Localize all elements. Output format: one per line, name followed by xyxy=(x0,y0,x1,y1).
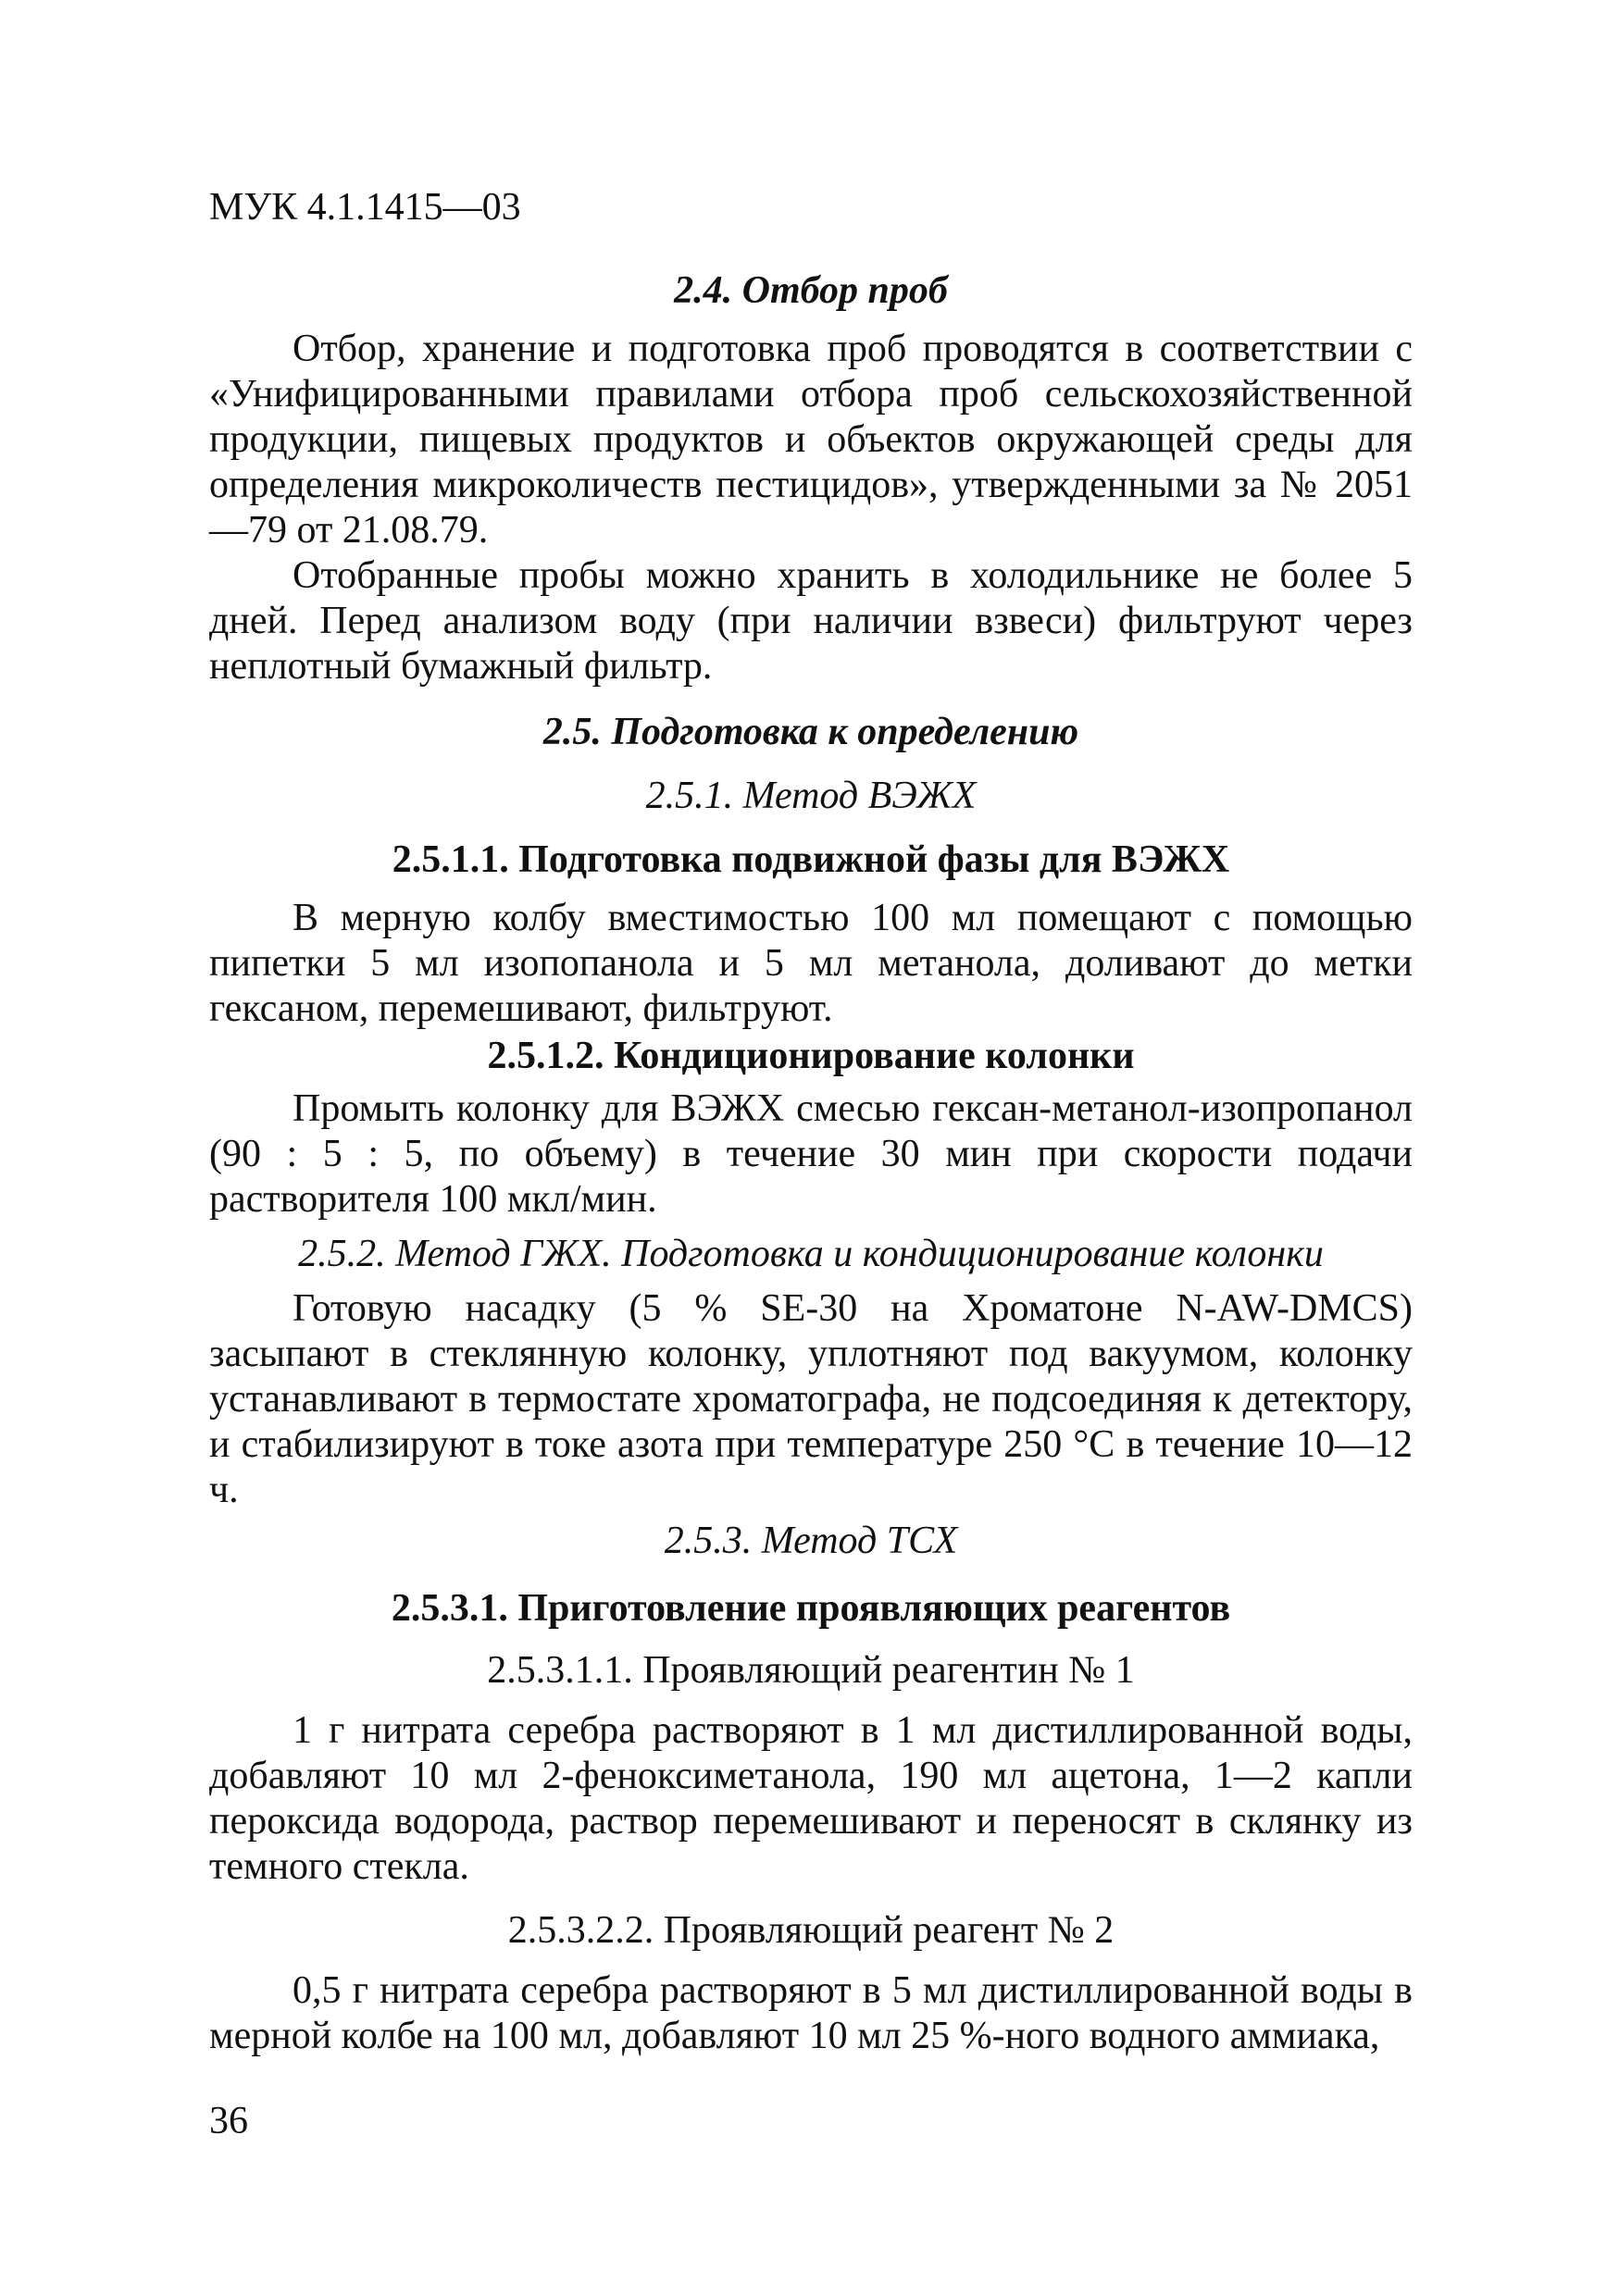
section-heading-2-5: 2.5. Подготовка к определению xyxy=(542,711,1079,753)
heading-2-5-1-1: 2.5.1.1. Подготовка подвижной фазы для ВЭЖХ xyxy=(392,838,1230,881)
page-number: 36 xyxy=(209,2100,248,2142)
paragraph-gc-column: Готовую насадку (5 % SE-30 на Хроматоне N-AW-DMCS) засыпают в стеклянную колонку, уплотняют под вакуумом, колонку устанавливают в термостате хроматографа, не подсоединяя к детектору, и стабилизируют в токе азота при температуре 250 °С в течение 10—12 ч. xyxy=(209,1287,1413,1511)
subsection-heading-2-5-2: 2.5.2. Метод ГЖХ. Подготовка и кондиционирование колонки xyxy=(298,1233,1324,1275)
paragraph-reagent-1: 1 г нитрата серебра растворяют в 1 мл дистиллированной воды, добавляют 10 мл 2-феноксиметанола, 190 мл ацетона, 1—2 капли пероксида водорода, раствор перемешивают и переносят в склянку из темного стекла. xyxy=(209,1709,1413,1888)
heading-2-5-1-2: 2.5.1.2. Кондиционирование колонки xyxy=(487,1035,1135,1077)
paragraph-reagent-2: 0,5 г нитрата серебра растворяют в 5 мл дистиллированной воды в мерной колбе на 100 мл, добавляют 10 мл 25 %-ного водного аммиака, xyxy=(209,1969,1413,2057)
paragraph-mobile-phase: В мерную колбу вместимостью 100 мл помещают с помощью пипетки 5 мл изопопанола и 5 мл метанола, доливают до метки гексаном, перемешивают, фильтруют. xyxy=(209,897,1413,1030)
paragraph-sample-storage: Отобранные пробы можно хранить в холодильнике не более 5 дней. Перед анализом воду (при наличии взвеси) фильтруют через неплотный бумажный фильтр. xyxy=(209,554,1413,688)
subsection-heading-2-5-1: 2.5.1. Метод ВЭЖХ xyxy=(645,775,977,817)
heading-reagent-1: 2.5.3.1.1. Проявляющий реагентин № 1 xyxy=(487,1649,1135,1692)
running-header: МУК 4.1.1415—03 xyxy=(209,186,521,229)
subsection-heading-2-5-3: 2.5.3. Метод ТСХ xyxy=(664,1520,958,1562)
paragraph-sampling-rules: Отбор, хранение и подготовка проб проводятся в соответствии с «Унифицированными правилами отбора проб сельскохозяйственной продукции, пищевых продуктов и объектов окружающей среды для определения микроколичеств пестицидов», утвержденными за № 2051—79 от 21.08.79. xyxy=(209,328,1413,552)
paragraph-column-conditioning: Промыть колонку для ВЭЖХ смесью гексан-метанол-изопропанол (90 : 5 : 5, по объему) в течение 30 мин при скорости подачи растворителя 100 мкл/мин. xyxy=(209,1087,1413,1221)
heading-2-5-3-1: 2.5.3.1. Приготовление проявляющих реагентов xyxy=(391,1587,1231,1630)
heading-reagent-2: 2.5.3.2.2. Проявляющий реагент № 2 xyxy=(507,1909,1115,1952)
page-content xyxy=(209,268,1413,2059)
section-heading-2-4: 2.4. Отбор проб xyxy=(674,269,948,312)
